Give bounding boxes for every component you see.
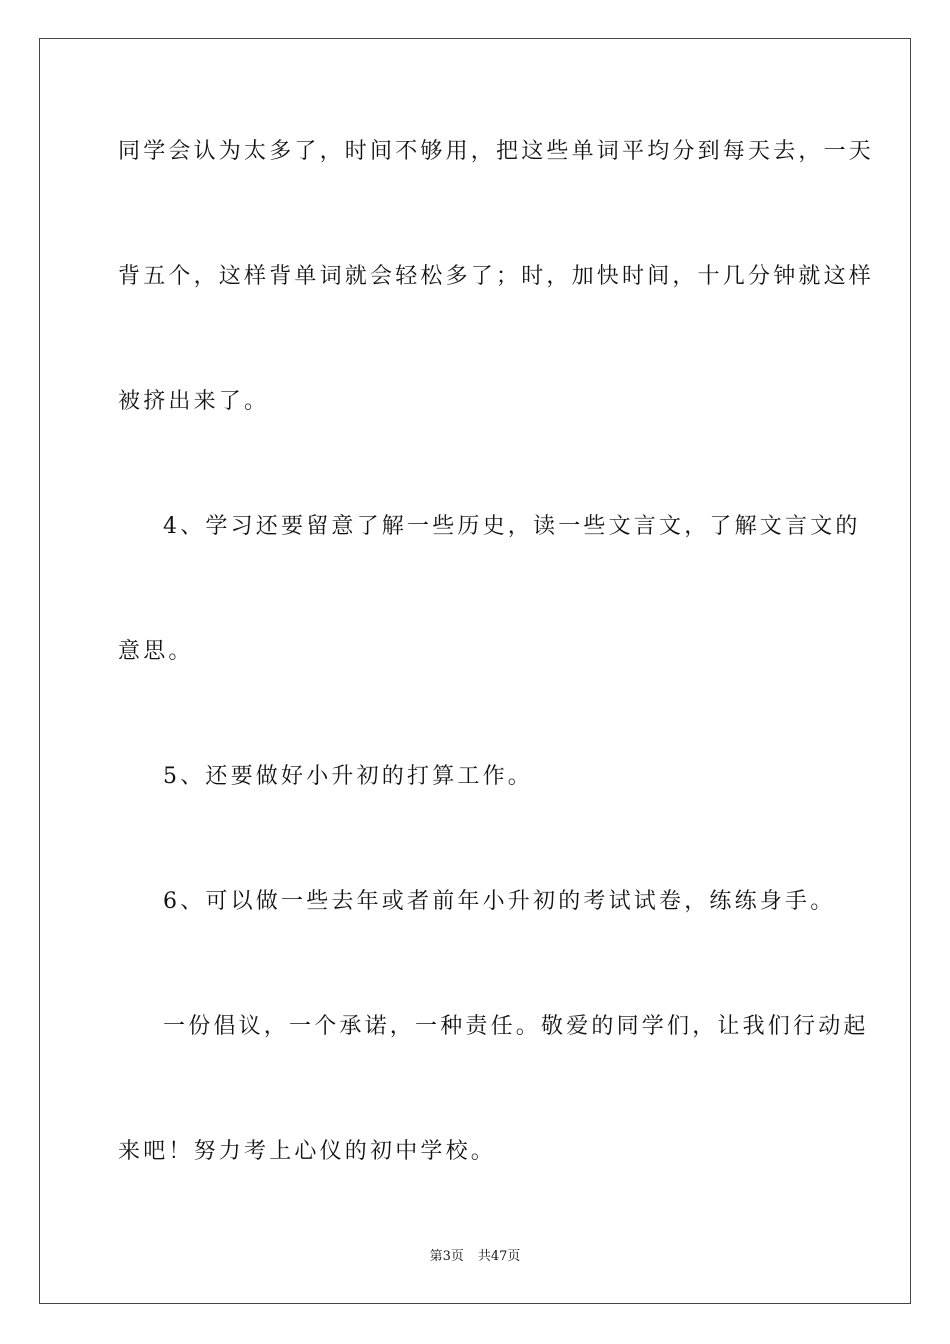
text-line: 4、学习还要留意了解一些历史，读一些文言文，了解文言文的: [163, 514, 861, 539]
text-line: 意思。: [118, 639, 194, 664]
page-footer: [0, 1249, 950, 1265]
page-number: 第3页: [429, 1249, 464, 1264]
text-line: 来吧！努力考上心仪的初中学校。: [118, 1139, 497, 1164]
text-line: 背五个，这样背单词就会轻松多了；时，加快时间，十几分钟就这样: [118, 264, 875, 289]
text-line: 同学会认为太多了，时间不够用，把这些单词平均分到每天去，一天: [118, 139, 875, 164]
total-pages: 共47页: [477, 1249, 521, 1264]
text-line: 一份倡议，一个承诺，一种责任。敬爱的同学们，让我们行动起: [163, 1014, 869, 1039]
page-border: [39, 38, 911, 1304]
text-line: 5、还要做好小升初的打算工作。: [163, 764, 533, 789]
text-line: 被挤出来了。: [118, 389, 270, 414]
text-line: 6、可以做一些去年或者前年小升初的考试试卷，练练身手。: [163, 889, 836, 914]
